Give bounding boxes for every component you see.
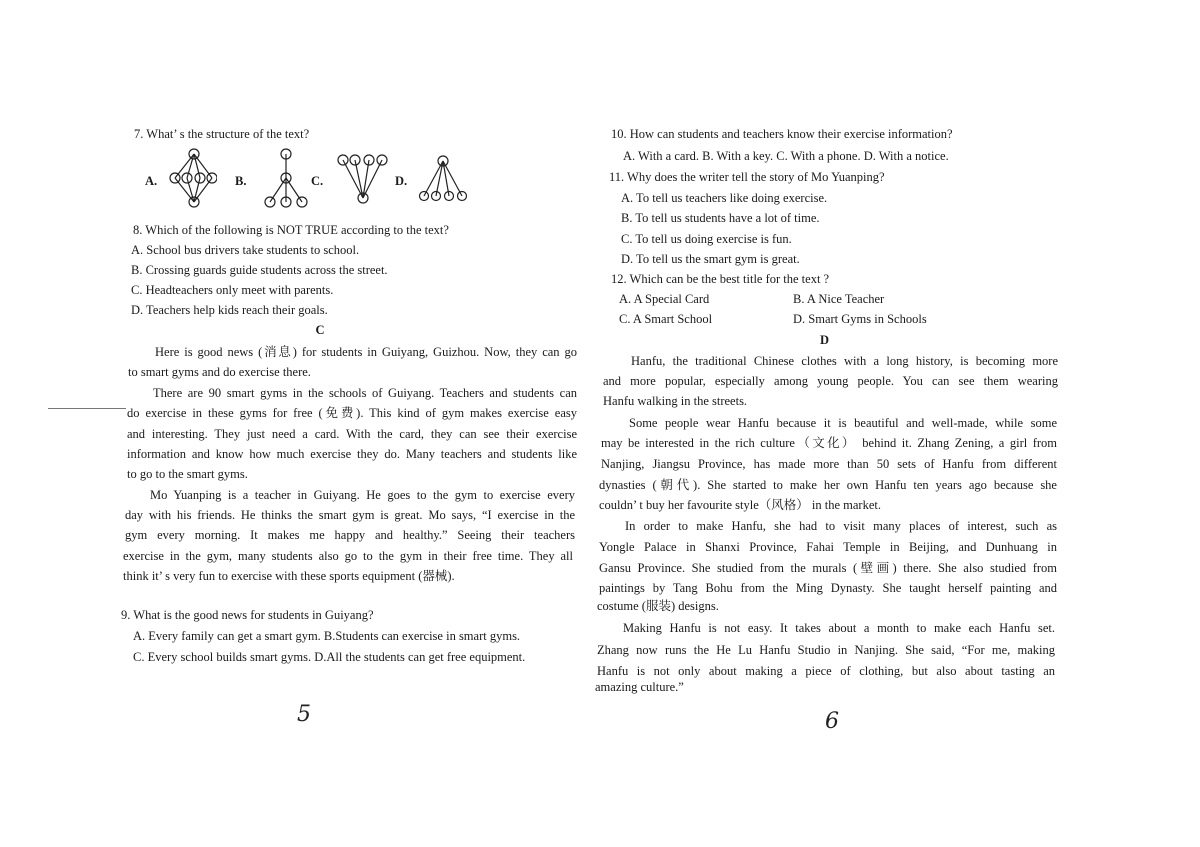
passage-c-line: Here is good news (消息) for students in Guiyang, Guizhou. Now, they can go [155,345,577,359]
passage-d-line: paintings by Tang Bohu from the Ming Dynasty. She taught herself painting and [599,581,1057,595]
q8-option-c: C. Headteachers only meet with parents. [131,283,334,297]
q11-stem: 11. Why does the writer tell the story of Mo Yuanping? [609,170,885,184]
q7-stem: 7. What’ s the structure of the text? [134,127,310,141]
passage-d-line: amazing culture.” [595,680,684,694]
q9-options-cd: C. Every school builds smart gyms. D.All the students can get free equipment. [133,650,526,664]
passage-c-line: Mo Yuanping is a teacher in Guiyang. He goes to the gym to exercise every [150,488,575,502]
passage-c-line: day with his friends. He thinks the smart gym is great. Mo says, “I exercise in the [125,508,575,522]
passage-d-line: dynasties (朝代). She started to make her own Hanfu ten years ago because she [599,478,1057,492]
passage-c-line: exercise in the gym, many students also go to the gym in their free time. They all [123,549,573,563]
passage-c-line: There are 90 smart gyms in the schools of Guiyang. Teachers and students can [153,386,577,400]
q7-option-d-label: D. [395,174,408,188]
structure-diagram-d [417,152,469,206]
q12-option-d: D. Smart Gyms in Schools [793,312,927,326]
q12-option-c: C. A Smart School [619,312,713,326]
passage-d-line: Hanfu walking in the streets. [603,394,748,408]
passage-c-line: information and know how much exercise they do. Many teachers and students like [127,447,577,461]
passage-c-line: gym every morning. It makes me happy and healthy.” Seeing their teachers [125,528,575,542]
q12-option-b: B. A Nice Teacher [793,292,885,306]
passage-d-line: Nanjing, Jiangsu Province, has made more than 50 sets of Hanfu from different [601,457,1057,471]
section-c-heading: C [315,323,325,337]
passage-c-line: and interesting. They just need a card. With the card, they can see their exercise [127,427,577,441]
passage-d-line: In order to make Hanfu, she had to visit many places of interest, such as [625,519,1057,533]
passage-d-line: couldn’ t buy her favourite style（风格） in the market. [599,498,881,512]
passage-d-line: Hanfu is not only about making a piece of clothing, but also about tasting an [597,664,1055,678]
passage-d-line: Some people wear Hanfu because it is beautiful and well-made, while some [629,416,1057,430]
q8-option-d: D. Teachers help kids reach their goals. [131,303,328,317]
passage-d-line: Zhang now runs the He Lu Hanfu Studio in Nanjing. She said, “For me, making [597,643,1055,657]
q8-option-a: A. School bus drivers take students to school. [131,243,360,257]
passage-c-line: think it’ s very fun to exercise with these sports equipment (器械). [123,569,455,583]
q8-option-b: B. Crossing guards guide students across the street. [131,263,388,277]
passage-d-line: costume (服装) designs. [597,599,719,613]
page-number: 6 [825,709,839,734]
q9-options-ab: A. Every family can get a smart gym. B.Students can exercise in smart gyms. [133,629,521,643]
passage-d-line: Yongle Palace in Shanxi Province, Fahai Temple in Beijing, and Dunhuang in [599,540,1057,554]
structure-diagram-a [167,146,217,210]
page-number: 5 [297,702,311,727]
passage-d-line: Gansu Province. She studied from the murals (壁画) there. She also studied from [599,561,1057,575]
q10-options: A. With a card. B. With a key. C. With a phone. D. With a notice. [623,149,949,163]
q11-option-a: A. To tell us teachers like doing exercise. [621,191,828,205]
passage-d-line: Making Hanfu is not easy. It takes about a month to make each Hanfu set. [623,621,1055,635]
passage-d-line: may be interested in the rich culture（文化） behind it. Zhang Zening, a girl from [601,436,1057,450]
section-d-heading: D [819,333,830,347]
passage-c-line: do exercise in these gyms for free (免费). This kind of gym makes exercise easy [127,406,577,420]
passage-d-line: and more popular, especially among young people. You can see them wearing [603,374,1058,388]
q12-option-a: A. A Special Card [619,292,710,306]
passage-c-line: to smart gyms and do exercise there. [128,365,311,379]
passage-c-line: to go to the smart gyms. [127,467,248,481]
scan-artifact-line [48,408,126,409]
q11-option-d: D. To tell us the smart gym is great. [621,252,800,266]
q9-stem: 9. What is the good news for students in Guiyang? [121,608,374,622]
q7-option-a-label: A. [145,174,158,188]
passage-d-line: Hanfu, the traditional Chinese clothes with a long history, is becoming more [631,354,1058,368]
q7-option-b-label: B. [235,174,247,188]
q8-stem: 8. Which of the following is NOT TRUE according to the text? [133,223,449,237]
q7-option-c-label: C. [311,174,324,188]
structure-diagram-b [260,146,310,210]
structure-diagram-c [335,150,391,208]
q10-stem: 10. How can students and teachers know their exercise information? [611,127,953,141]
q12-stem: 12. Which can be the best title for the text ? [611,272,830,286]
q11-option-b: B. To tell us students have a lot of time. [621,211,820,225]
q11-option-c: C. To tell us doing exercise is fun. [621,232,792,246]
